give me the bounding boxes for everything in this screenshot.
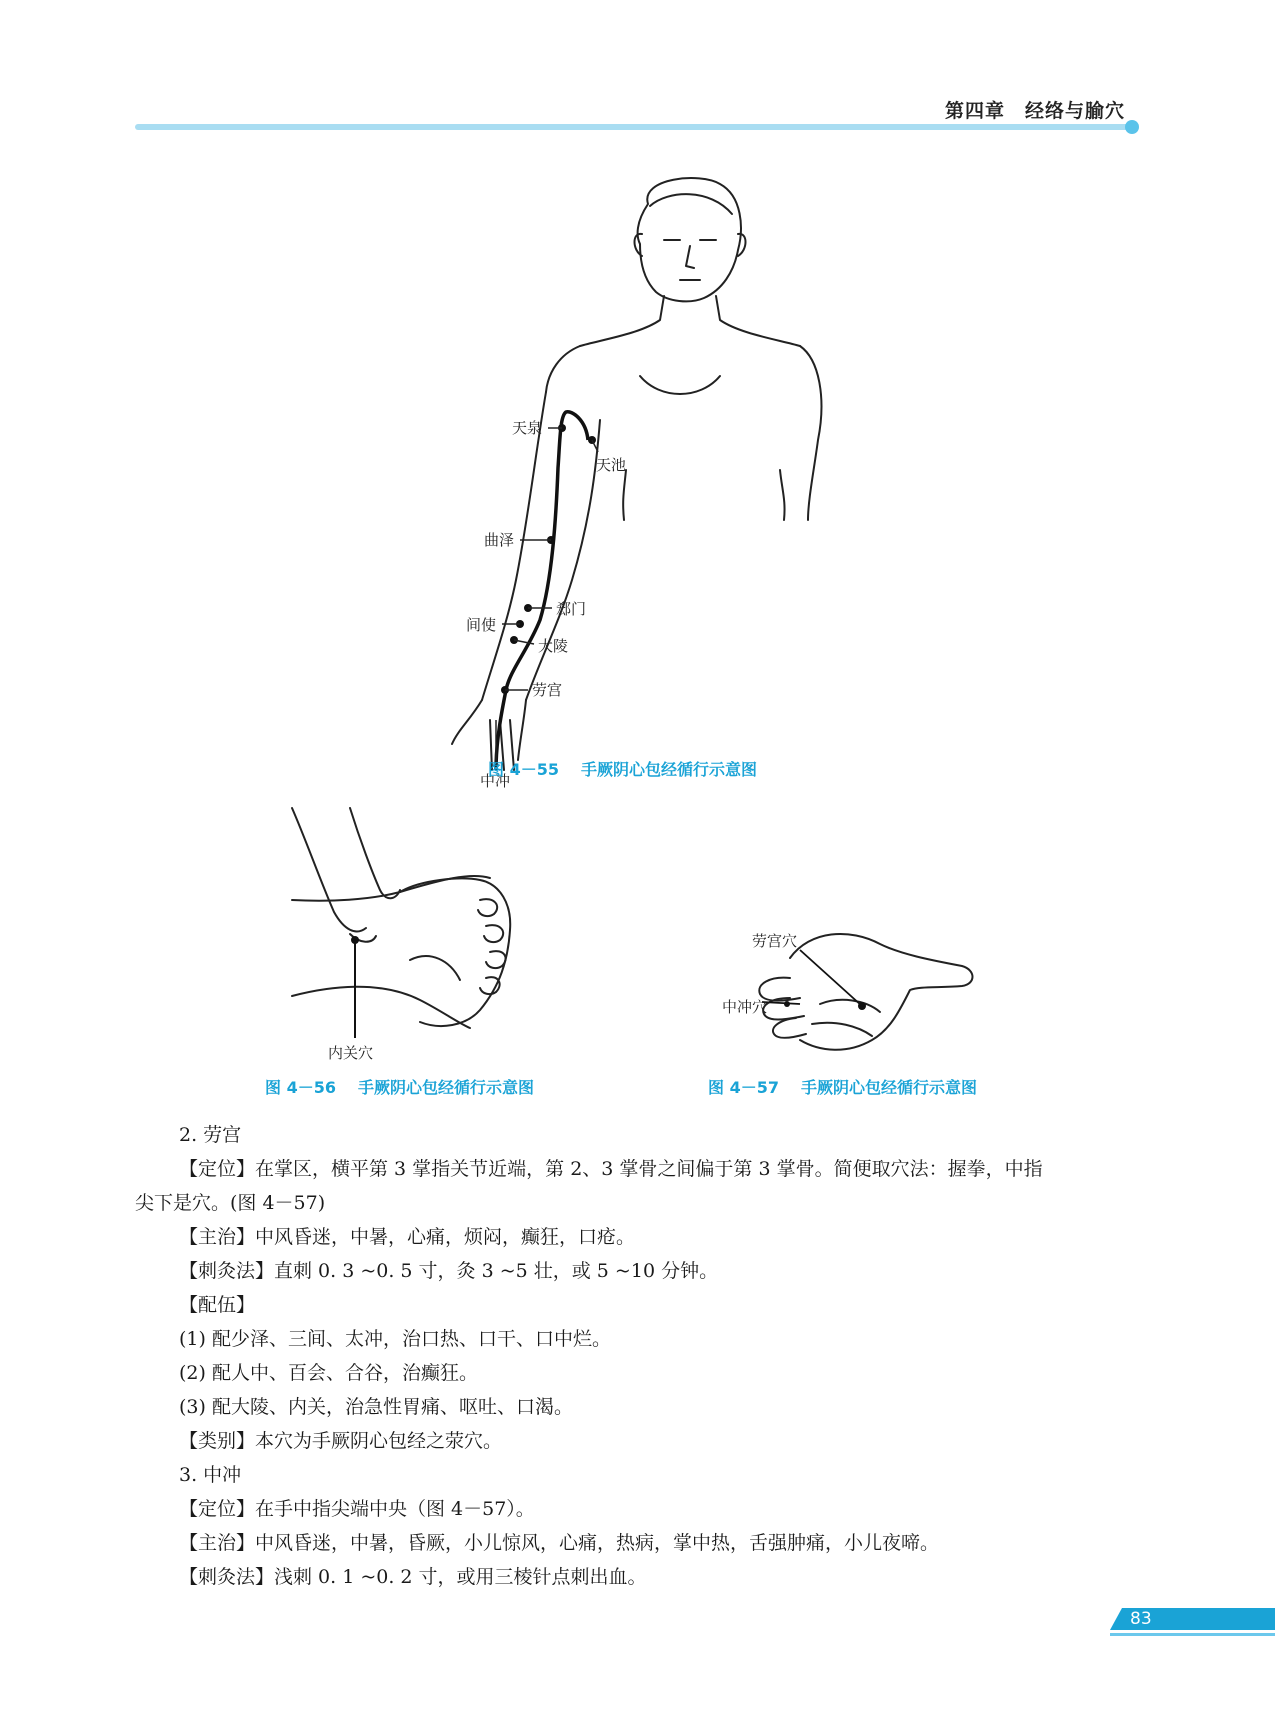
label-tianquan: 天泉 [512,419,543,437]
zhongchong-method: 【刺灸法】浅刺 0. 1 ~0. 2 寸，或用三棱针点刺出血。 [179,1566,647,1588]
upper-hand-outline [292,808,366,931]
laogong-combination-3: (3) 配大陵、内关，治急性胃痛、呕吐、口渴。 [179,1396,573,1418]
laogong-category: 【类别】本穴为手厥阴心包经之荥穴。 [179,1430,503,1452]
label-daling: 大陵 [538,637,569,655]
label-ximen: 郄门 [556,600,587,618]
zhongchong-location: 【定位】在手中指尖端中央（图 4－57）。 [179,1498,535,1520]
hair-line [650,194,732,214]
laogong-indications: 【主治】中风昏迷，中暑，心痛，烦闷，癫狂，口疮。 [179,1226,636,1248]
head-outline [638,178,741,301]
label-zhongchong: 中冲 [480,772,511,790]
figure-4-57-caption [708,1075,977,1098]
finger-3 [773,1018,806,1038]
finger-3 [486,951,506,968]
page-number-underline [1110,1633,1275,1636]
label-laogong: 劳宫 [532,681,563,699]
neck-left [580,296,664,346]
section-heading-zhongchong: 3. 中冲 [179,1464,242,1486]
left-torso [623,470,626,520]
label-jianshi: 间使 [466,616,497,634]
finger-1 [478,899,497,916]
label-tianchi: 天池 [596,456,627,474]
right-torso [780,470,785,520]
caption-title: 手厥阴心包经循行示意图 [800,1078,977,1097]
laogong-method: 【刺灸法】直刺 0. 3 ~0. 5 寸，灸 3 ~5 壮，或 5 ~10 分钟。 [179,1260,719,1282]
caption-title: 手厥阴心包经循行示意图 [357,1078,534,1097]
figure-4-57-illustration [720,920,990,1060]
laogong-location-line-2: 尖下是穴。(图 4－57) [135,1192,326,1214]
left-shoulder [546,346,580,392]
finger-2 [484,925,503,942]
palm-outline [790,934,973,1050]
right-shoulder-arm [800,346,821,520]
label-neiguan: 内关穴 [328,1044,374,1062]
meridian-path [496,412,588,770]
nose [686,246,694,268]
caption-title: 手厥阴心包经循行示意图 [580,760,757,779]
header-rule [135,124,1130,130]
laogong-location-line-1: 【定位】在掌区，横平第 3 掌指关节近端，第 2、3 掌骨之间偏于第 3 掌骨。简便取穴法：握拳，中指 [179,1158,1043,1180]
palm-crease-2 [812,1023,872,1036]
label-zhongchong: 中冲穴 [722,998,768,1016]
chest-line [640,376,720,394]
lower-forearm [292,987,470,1028]
header-dot [1125,120,1139,134]
label-laogong: 劳宫穴 [752,932,798,950]
upper-hand-finger [350,808,400,898]
palm-crease-1 [820,1000,880,1012]
laogong-combination-1: (1) 配少泽、三间、太冲，治口热、口干、口中烂。 [179,1328,611,1350]
palm-crease [410,956,460,980]
section-heading-laogong: 2. 劳宫 [179,1124,242,1146]
laogong-combination-2: (2) 配人中、百会、合谷，治癫狂。 [179,1362,478,1384]
zhongchong-indications: 【主治】中风昏迷，中暑，昏厥，小儿惊风，心痛，热病，掌中热，舌强肿痛，小儿夜啼。 [179,1532,940,1554]
label-quze: 曲泽 [484,531,515,549]
acupoint-neiguan [351,936,359,944]
figure-4-55-caption [488,757,757,780]
acupoint-laogong [858,1002,866,1010]
caption-number: 图 4－57 [708,1078,779,1097]
acupoint-zhongchong [784,1001,790,1007]
laogong-combination-heading: 【配伍】 [179,1294,256,1316]
neck-right [716,296,800,346]
page-number: 83 [1130,1609,1152,1629]
arm-inner [526,420,600,700]
figure-4-56-illustration [285,805,545,1062]
caption-number: 图 4－55 [488,760,559,779]
body-text [135,1118,1135,1594]
figure-4-56-caption [265,1075,534,1098]
caption-number: 图 4－56 [265,1078,336,1097]
chapter-title: 第四章 经络与腧穴 [944,100,1125,122]
